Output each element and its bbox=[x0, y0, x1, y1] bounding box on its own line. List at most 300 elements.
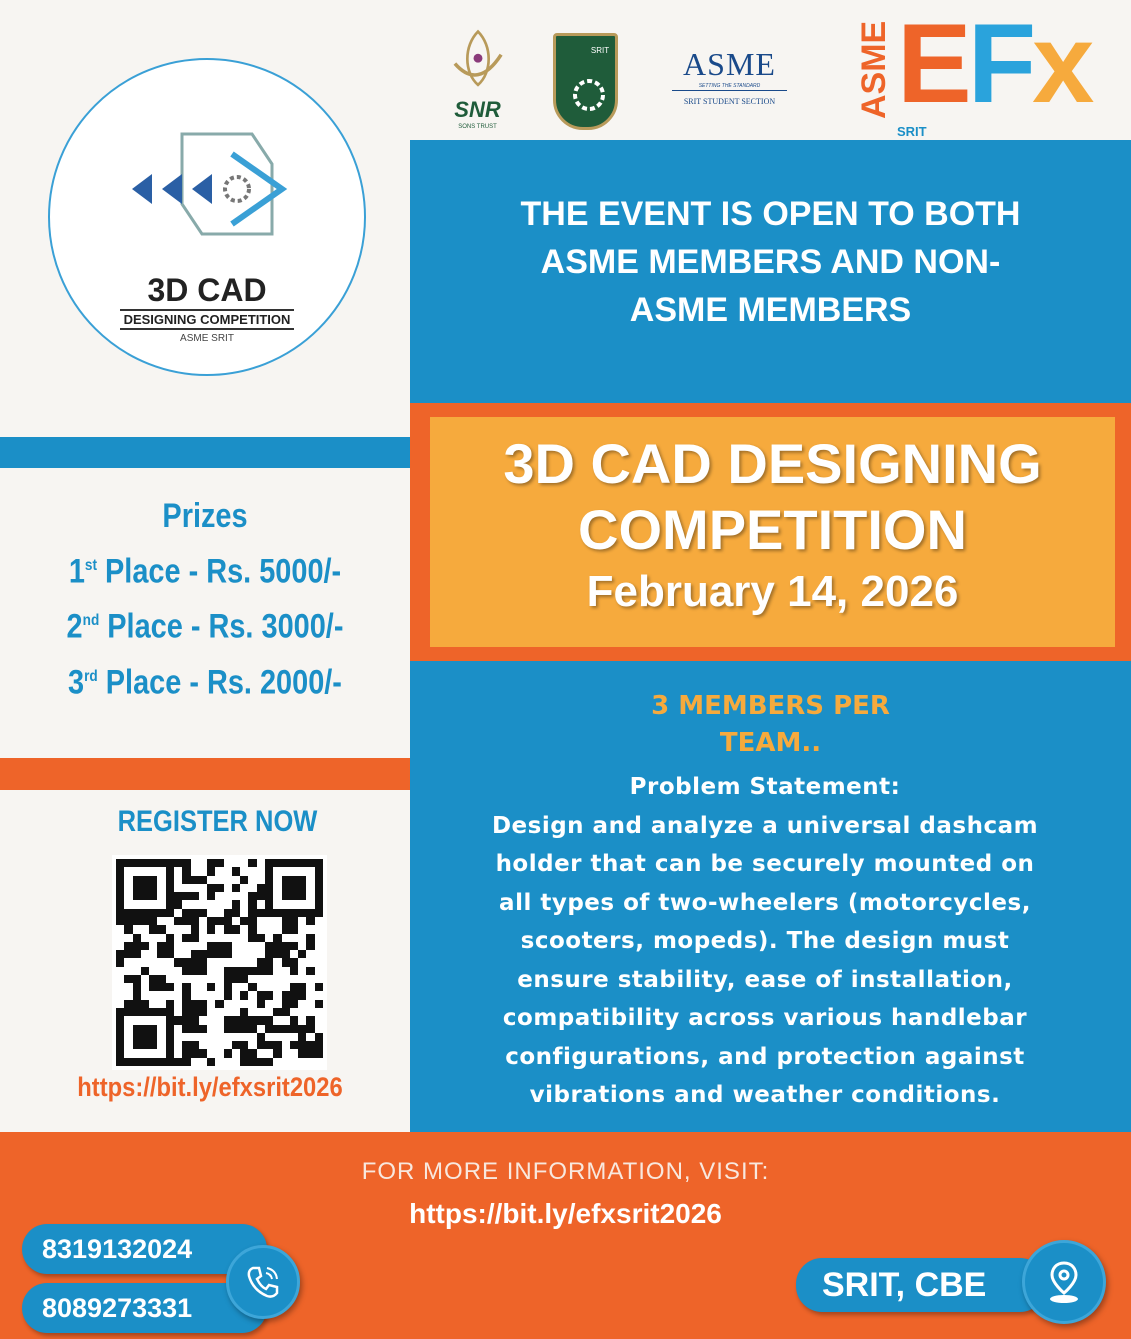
qr-module bbox=[273, 975, 281, 983]
qr-module bbox=[149, 892, 157, 900]
qr-module bbox=[257, 1008, 265, 1016]
qr-module bbox=[290, 892, 298, 900]
qr-module bbox=[157, 983, 165, 991]
qr-module bbox=[133, 909, 141, 917]
qr-module bbox=[215, 867, 223, 875]
qr-module bbox=[215, 1000, 223, 1008]
qr-module bbox=[149, 1000, 157, 1008]
prize-rank: 1 bbox=[68, 552, 85, 591]
qr-module bbox=[116, 950, 124, 958]
qr-module bbox=[149, 867, 157, 875]
qr-module bbox=[257, 1058, 265, 1066]
qr-module bbox=[215, 983, 223, 991]
qr-module bbox=[166, 867, 174, 875]
qr-module bbox=[257, 983, 265, 991]
qr-module bbox=[257, 859, 265, 867]
qr-module bbox=[207, 1000, 215, 1008]
qr-module bbox=[199, 925, 207, 933]
qr-module bbox=[315, 958, 323, 966]
qr-module bbox=[248, 934, 256, 942]
qr-module bbox=[224, 1041, 232, 1049]
qr-module bbox=[257, 876, 265, 884]
qr-module bbox=[306, 958, 314, 966]
qr-module bbox=[224, 1049, 232, 1057]
qr-module bbox=[157, 1033, 165, 1041]
qr-module bbox=[207, 867, 215, 875]
qr-module bbox=[306, 1033, 314, 1041]
qr-module bbox=[306, 1049, 314, 1057]
qr-module bbox=[248, 991, 256, 999]
phone-1[interactable]: 8319132024 bbox=[22, 1224, 267, 1274]
qr-module bbox=[265, 867, 273, 875]
qr-module bbox=[149, 917, 157, 925]
location-pin-icon bbox=[1022, 1240, 1106, 1324]
qr-module bbox=[174, 867, 182, 875]
qr-module bbox=[290, 867, 298, 875]
qr-module bbox=[215, 1058, 223, 1066]
badge-title: 3D CAD bbox=[147, 272, 267, 308]
qr-module bbox=[282, 950, 290, 958]
qr-module bbox=[149, 975, 157, 983]
problem-line: holder that can be securely mounted on bbox=[495, 851, 1035, 877]
qr-module bbox=[182, 1058, 190, 1066]
qr-module bbox=[191, 876, 199, 884]
qr-module bbox=[265, 958, 273, 966]
qr-module bbox=[116, 1025, 124, 1033]
qr-module bbox=[207, 942, 215, 950]
qr-module bbox=[273, 917, 281, 925]
qr-module bbox=[182, 1049, 190, 1057]
efx-wordmark: EFx bbox=[897, 1, 1091, 126]
qr-module bbox=[290, 983, 298, 991]
qr-module bbox=[116, 876, 124, 884]
qr-module bbox=[248, 967, 256, 975]
qr-module bbox=[191, 975, 199, 983]
qr-module bbox=[290, 884, 298, 892]
srit-shield-text: SRIT bbox=[590, 46, 609, 55]
qr-module bbox=[149, 1049, 157, 1057]
qr-module bbox=[282, 925, 290, 933]
qr-module bbox=[174, 1008, 182, 1016]
register-link[interactable]: https://bit.ly/efxsrit2026 bbox=[77, 1072, 343, 1102]
qr-module bbox=[306, 925, 314, 933]
qr-module bbox=[315, 967, 323, 975]
qr-module bbox=[224, 1000, 232, 1008]
qr-module bbox=[232, 1033, 240, 1041]
qr-module bbox=[290, 1008, 298, 1016]
qr-module bbox=[240, 950, 248, 958]
qr-module bbox=[224, 909, 232, 917]
qr-module bbox=[116, 884, 124, 892]
qr-module bbox=[232, 958, 240, 966]
qr-module bbox=[191, 1033, 199, 1041]
qr-module bbox=[174, 892, 182, 900]
qr-module bbox=[265, 934, 273, 942]
qr-module bbox=[191, 934, 199, 942]
qr-module bbox=[207, 1025, 215, 1033]
prize-rank-suffix: st bbox=[84, 557, 97, 574]
qr-module bbox=[273, 1000, 281, 1008]
problem-line: all types of two-wheelers (motorcycles, bbox=[499, 889, 1031, 916]
qr-module bbox=[282, 1025, 290, 1033]
qr-module bbox=[116, 1000, 124, 1008]
qr-module bbox=[199, 950, 207, 958]
qr-module bbox=[248, 950, 256, 958]
qr-module bbox=[298, 892, 306, 900]
qr-module bbox=[141, 942, 149, 950]
qr-module bbox=[273, 950, 281, 958]
qr-module bbox=[141, 1000, 149, 1008]
prizes-section bbox=[31, 492, 380, 707]
qr-module bbox=[257, 1033, 265, 1041]
qr-module bbox=[240, 1025, 248, 1033]
qr-module bbox=[141, 991, 149, 999]
qr-module bbox=[282, 942, 290, 950]
qr-module bbox=[215, 975, 223, 983]
problem-line: compatibility across various handlebar bbox=[502, 1005, 1028, 1031]
qr-module bbox=[199, 958, 207, 966]
prize-second bbox=[31, 596, 380, 651]
left-blue-stripe bbox=[0, 437, 410, 468]
qr-module bbox=[199, 867, 207, 875]
qr-module bbox=[248, 909, 256, 917]
qr-module bbox=[273, 909, 281, 917]
qr-module bbox=[215, 967, 223, 975]
qr-module bbox=[149, 909, 157, 917]
qr-module bbox=[306, 917, 314, 925]
qr-module bbox=[290, 950, 298, 958]
qr-module bbox=[141, 925, 149, 933]
qr-module bbox=[265, 917, 273, 925]
qr-module bbox=[191, 1058, 199, 1066]
qr-module bbox=[215, 876, 223, 884]
qr-module bbox=[257, 967, 265, 975]
qr-module bbox=[273, 983, 281, 991]
qr-module bbox=[265, 1000, 273, 1008]
qr-module bbox=[265, 975, 273, 983]
qr-module bbox=[257, 917, 265, 925]
qr-module bbox=[232, 900, 240, 908]
qr-module bbox=[166, 991, 174, 999]
qr-module bbox=[116, 967, 124, 975]
asme-logo bbox=[672, 45, 787, 106]
qr-module bbox=[133, 1025, 141, 1033]
qr-module bbox=[166, 942, 174, 950]
qr-module bbox=[133, 1049, 141, 1057]
qr-module bbox=[306, 934, 314, 942]
prize-amount: Place - Rs. 3000/- bbox=[99, 607, 344, 646]
qr-module bbox=[273, 942, 281, 950]
qr-module bbox=[141, 950, 149, 958]
qr-module bbox=[282, 1049, 290, 1057]
qr-module bbox=[124, 991, 132, 999]
qr-module bbox=[315, 975, 323, 983]
qr-module bbox=[182, 1033, 190, 1041]
qr-module bbox=[265, 1025, 273, 1033]
qr-module bbox=[166, 983, 174, 991]
qr-module bbox=[166, 934, 174, 942]
qr-module bbox=[298, 1008, 306, 1016]
qr-module bbox=[149, 983, 157, 991]
qr-module bbox=[232, 975, 240, 983]
qr-module bbox=[306, 942, 314, 950]
qr-module bbox=[282, 967, 290, 975]
qr-module bbox=[315, 934, 323, 942]
location-label[interactable]: SRIT, CBE bbox=[796, 1258, 1046, 1312]
qr-module bbox=[232, 942, 240, 950]
qr-module bbox=[124, 1049, 132, 1057]
qr-module bbox=[174, 884, 182, 892]
qr-module bbox=[265, 1033, 273, 1041]
qr-module bbox=[207, 876, 215, 884]
qr-module bbox=[133, 859, 141, 867]
qr-module bbox=[157, 1008, 165, 1016]
qr-module bbox=[116, 892, 124, 900]
qr-module bbox=[248, 867, 256, 875]
qr-module bbox=[191, 1049, 199, 1057]
competition-badge bbox=[48, 58, 366, 376]
qr-module bbox=[166, 975, 174, 983]
prize-rank: 3 bbox=[68, 662, 85, 701]
qr-module bbox=[232, 983, 240, 991]
qr-module bbox=[199, 1041, 207, 1049]
qr-module bbox=[174, 909, 182, 917]
qr-module bbox=[157, 925, 165, 933]
qr-module bbox=[315, 909, 323, 917]
qr-module bbox=[265, 892, 273, 900]
qr-module bbox=[315, 942, 323, 950]
qr-module bbox=[157, 917, 165, 925]
qr-module bbox=[116, 942, 124, 950]
qr-module bbox=[191, 983, 199, 991]
more-info-link[interactable]: https://bit.ly/efxsrit2026 bbox=[409, 1198, 722, 1229]
qr-module bbox=[133, 1016, 141, 1024]
qr-module bbox=[207, 1033, 215, 1041]
qr-module bbox=[191, 967, 199, 975]
qr-module bbox=[232, 859, 240, 867]
problem-line: vibrations and weather conditions. bbox=[529, 1082, 1001, 1108]
qr-module bbox=[282, 1033, 290, 1041]
qr-module bbox=[116, 991, 124, 999]
qr-module bbox=[290, 958, 298, 966]
qr-module bbox=[191, 925, 199, 933]
qr-module bbox=[199, 991, 207, 999]
qr-module bbox=[282, 983, 290, 991]
qr-module bbox=[182, 867, 190, 875]
qr-module bbox=[315, 900, 323, 908]
event-title-line2: COMPETITION bbox=[578, 498, 967, 561]
qr-module bbox=[199, 909, 207, 917]
qr-module bbox=[298, 942, 306, 950]
qr-module bbox=[248, 1016, 256, 1024]
qr-module bbox=[133, 942, 141, 950]
qr-module bbox=[141, 967, 149, 975]
qr-module bbox=[298, 975, 306, 983]
qr-module bbox=[282, 975, 290, 983]
qr-module bbox=[282, 991, 290, 999]
qr-module bbox=[248, 1025, 256, 1033]
qr-module bbox=[224, 975, 232, 983]
team-line: TEAM.. bbox=[719, 728, 822, 758]
prize-amount: Place - Rs. 2000/- bbox=[97, 662, 342, 701]
qr-module bbox=[157, 934, 165, 942]
qr-module bbox=[199, 1008, 207, 1016]
qr-module bbox=[240, 1049, 248, 1057]
qr-module bbox=[298, 1016, 306, 1024]
qr-module bbox=[191, 1041, 199, 1049]
qr-module bbox=[166, 1041, 174, 1049]
eligibility-text bbox=[410, 190, 1131, 334]
problem-line: Design and analyze a universal dashcam bbox=[491, 812, 1039, 839]
qr-module bbox=[166, 884, 174, 892]
qr-module bbox=[124, 1016, 132, 1024]
registration-qr-code[interactable] bbox=[112, 855, 327, 1070]
qr-module bbox=[124, 900, 132, 908]
qr-module bbox=[315, 876, 323, 884]
qr-module bbox=[191, 867, 199, 875]
qr-module bbox=[224, 991, 232, 999]
qr-module bbox=[315, 917, 323, 925]
qr-module bbox=[257, 991, 265, 999]
qr-module bbox=[199, 884, 207, 892]
qr-module bbox=[224, 1016, 232, 1024]
qr-module bbox=[273, 1041, 281, 1049]
qr-module bbox=[157, 884, 165, 892]
qr-module bbox=[124, 1000, 132, 1008]
efx-srit-text: SRIT bbox=[897, 124, 927, 139]
qr-module bbox=[315, 983, 323, 991]
qr-module bbox=[265, 1008, 273, 1016]
qr-module bbox=[298, 900, 306, 908]
qr-module bbox=[248, 975, 256, 983]
qr-module bbox=[290, 925, 298, 933]
qr-module bbox=[240, 1058, 248, 1066]
qr-module bbox=[290, 1049, 298, 1057]
qr-module bbox=[215, 859, 223, 867]
qr-module bbox=[207, 975, 215, 983]
qr-module bbox=[174, 991, 182, 999]
qr-module bbox=[191, 884, 199, 892]
qr-module bbox=[290, 876, 298, 884]
qr-module bbox=[166, 1016, 174, 1024]
qr-module bbox=[149, 1041, 157, 1049]
qr-module bbox=[199, 942, 207, 950]
qr-module bbox=[215, 1008, 223, 1016]
qr-module bbox=[240, 1033, 248, 1041]
qr-module bbox=[273, 1008, 281, 1016]
qr-module bbox=[240, 876, 248, 884]
qr-module bbox=[265, 876, 273, 884]
qr-module bbox=[157, 950, 165, 958]
qr-module bbox=[248, 983, 256, 991]
qr-module bbox=[166, 876, 174, 884]
qr-module bbox=[116, 975, 124, 983]
qr-module bbox=[273, 1025, 281, 1033]
qr-module bbox=[248, 884, 256, 892]
qr-module bbox=[141, 900, 149, 908]
qr-module bbox=[248, 1041, 256, 1049]
qr-module bbox=[315, 1016, 323, 1024]
srit-shield-logo bbox=[553, 33, 618, 130]
qr-module bbox=[232, 917, 240, 925]
qr-module bbox=[257, 884, 265, 892]
qr-module bbox=[248, 917, 256, 925]
qr-module bbox=[207, 1016, 215, 1024]
qr-module bbox=[174, 1016, 182, 1024]
qr-module bbox=[199, 983, 207, 991]
qr-module bbox=[273, 967, 281, 975]
prizes-heading: Prizes bbox=[162, 497, 248, 535]
qr-module bbox=[182, 876, 190, 884]
qr-module bbox=[215, 958, 223, 966]
qr-module bbox=[174, 983, 182, 991]
qr-module bbox=[257, 909, 265, 917]
qr-module bbox=[199, 1033, 207, 1041]
qr-module bbox=[224, 942, 232, 950]
qr-module bbox=[248, 859, 256, 867]
qr-module bbox=[265, 1058, 273, 1066]
qr-module bbox=[182, 1041, 190, 1049]
qr-module bbox=[240, 1016, 248, 1024]
qr-module bbox=[174, 1041, 182, 1049]
qr-module bbox=[157, 1025, 165, 1033]
qr-module bbox=[290, 942, 298, 950]
qr-module bbox=[306, 900, 314, 908]
qr-module bbox=[248, 1008, 256, 1016]
problem-line: scooters, mopeds). The design must bbox=[520, 928, 1010, 954]
qr-module bbox=[215, 1041, 223, 1049]
qr-module bbox=[240, 975, 248, 983]
qr-module bbox=[141, 983, 149, 991]
qr-module bbox=[182, 925, 190, 933]
phone-2[interactable]: 8089273331 bbox=[22, 1283, 267, 1333]
qr-module bbox=[141, 917, 149, 925]
qr-module bbox=[240, 958, 248, 966]
qr-module bbox=[257, 892, 265, 900]
qr-module bbox=[298, 950, 306, 958]
qr-module bbox=[166, 859, 174, 867]
qr-module bbox=[133, 1000, 141, 1008]
phone-icon bbox=[226, 1245, 300, 1319]
qr-module bbox=[290, 1025, 298, 1033]
qr-module bbox=[182, 892, 190, 900]
qr-module bbox=[298, 1041, 306, 1049]
qr-module bbox=[273, 934, 281, 942]
qr-module bbox=[240, 917, 248, 925]
qr-module bbox=[224, 876, 232, 884]
qr-module bbox=[207, 884, 215, 892]
badge-org: ASME SRIT bbox=[180, 333, 234, 344]
qr-module bbox=[199, 934, 207, 942]
qr-module bbox=[290, 900, 298, 908]
qr-module bbox=[199, 1000, 207, 1008]
qr-module bbox=[182, 900, 190, 908]
qr-module bbox=[182, 991, 190, 999]
qr-module bbox=[141, 859, 149, 867]
eligibility-line: ASME MEMBERS AND NON- bbox=[540, 243, 1001, 281]
qr-module bbox=[149, 967, 157, 975]
qr-module bbox=[290, 967, 298, 975]
qr-module bbox=[215, 909, 223, 917]
qr-module bbox=[207, 925, 215, 933]
qr-module bbox=[315, 925, 323, 933]
qr-module bbox=[182, 967, 190, 975]
qr-module bbox=[282, 1008, 290, 1016]
qr-module bbox=[149, 1016, 157, 1024]
qr-module bbox=[174, 958, 182, 966]
qr-module bbox=[116, 900, 124, 908]
qr-module bbox=[191, 1025, 199, 1033]
